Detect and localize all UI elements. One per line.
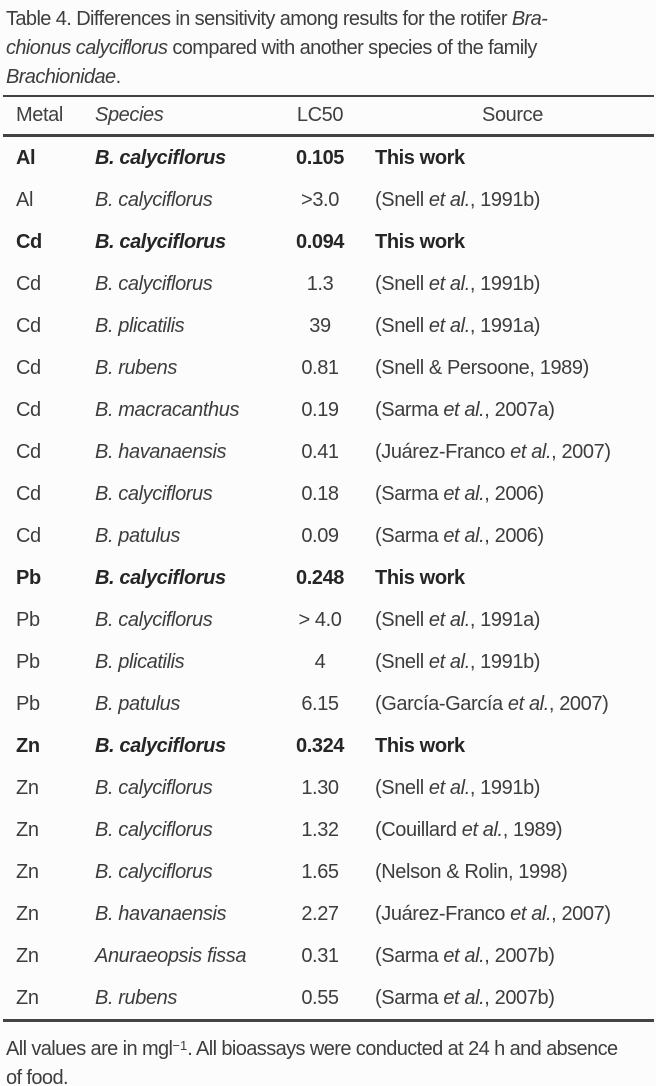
table-row bbox=[0, 137, 656, 179]
text-fragment: et al. bbox=[461, 818, 503, 841]
species-cell: B. patulus bbox=[95, 692, 180, 715]
text-fragment: This work bbox=[375, 146, 465, 169]
source-cell bbox=[375, 693, 650, 716]
text-fragment: (Snell bbox=[375, 608, 429, 631]
table-row bbox=[0, 347, 656, 389]
metal-cell: Cd bbox=[16, 356, 41, 379]
table-row bbox=[0, 263, 656, 305]
text-fragment: Table 4. Differences in sensitivity among results for the rotifer bbox=[6, 8, 512, 30]
table-row bbox=[0, 221, 656, 263]
lc50-cell: 1.3 bbox=[306, 272, 334, 295]
text-fragment: (Sarma bbox=[375, 524, 444, 547]
table-row bbox=[0, 389, 656, 431]
species-cell: B. calyciflorus bbox=[95, 188, 213, 211]
lc50-cell: 0.81 bbox=[301, 356, 339, 379]
source-cell bbox=[375, 651, 650, 674]
table-row bbox=[0, 431, 656, 473]
column-header-species: Species bbox=[95, 104, 164, 126]
column-header-lc50: LC50 bbox=[296, 104, 344, 126]
metal-cell: Zn bbox=[16, 986, 39, 1009]
metal-cell: Zn bbox=[16, 818, 39, 841]
caption-line bbox=[6, 63, 652, 92]
text-fragment: , 1991b) bbox=[469, 650, 541, 673]
lc50-cell: 0.248 bbox=[295, 566, 345, 589]
lc50-cell: 0.105 bbox=[295, 146, 345, 169]
metal-cell: Zn bbox=[16, 776, 39, 799]
text-fragment: , 2006) bbox=[484, 482, 544, 505]
species-cell: B. rubens bbox=[95, 986, 178, 1009]
source-cell bbox=[375, 567, 650, 590]
species-cell: B. calyciflorus bbox=[95, 818, 213, 841]
text-fragment: (Snell bbox=[375, 650, 429, 673]
source-cell bbox=[375, 735, 650, 758]
metal-cell: Cd bbox=[16, 272, 41, 295]
text-fragment: et al. bbox=[507, 692, 549, 715]
species-cell: B. calyciflorus bbox=[95, 734, 226, 757]
lc50-cell: >3.0 bbox=[301, 188, 339, 211]
text-fragment: chionus calyciflorus bbox=[6, 37, 168, 59]
table-row bbox=[0, 599, 656, 641]
lc50-cell: 1.30 bbox=[301, 776, 339, 799]
lc50-cell: 0.19 bbox=[301, 398, 339, 421]
text-fragment: et al. bbox=[428, 650, 470, 673]
text-fragment: . bbox=[115, 66, 121, 88]
text-fragment: (Sarma bbox=[375, 398, 444, 421]
metal-cell: Pb bbox=[16, 608, 40, 631]
source-cell bbox=[375, 987, 650, 1010]
metal-cell: Zn bbox=[16, 734, 40, 757]
source-cell bbox=[375, 525, 650, 548]
metal-cell: Zn bbox=[16, 902, 39, 925]
table-body bbox=[0, 137, 656, 1019]
source-cell bbox=[375, 861, 650, 884]
text-fragment: et al. bbox=[510, 902, 552, 925]
species-cell: B. calyciflorus bbox=[95, 482, 213, 505]
table-row bbox=[0, 305, 656, 347]
text-fragment: et al. bbox=[428, 272, 470, 295]
table-row bbox=[0, 557, 656, 599]
text-fragment: This work bbox=[375, 734, 465, 757]
table-row bbox=[0, 683, 656, 725]
text-fragment: of food. bbox=[6, 1067, 68, 1086]
footnote-line bbox=[6, 1064, 652, 1086]
text-fragment: , 1991b) bbox=[469, 188, 541, 211]
lc50-cell: 0.31 bbox=[301, 944, 339, 967]
column-header-source: Source bbox=[482, 104, 543, 126]
species-cell: B. calyciflorus bbox=[95, 608, 213, 631]
species-cell: B. rubens bbox=[95, 356, 178, 379]
text-fragment: et al. bbox=[428, 314, 470, 337]
species-cell: B. havanaensis bbox=[95, 902, 227, 925]
text-fragment: , 2007) bbox=[548, 692, 609, 715]
source-cell bbox=[375, 189, 650, 212]
table-row bbox=[0, 851, 656, 893]
text-fragment: −1 bbox=[172, 1038, 188, 1053]
text-fragment: (Sarma bbox=[375, 986, 444, 1009]
table-row bbox=[0, 893, 656, 935]
species-cell: B. havanaensis bbox=[95, 440, 227, 463]
source-cell bbox=[375, 903, 650, 926]
text-fragment: (Nelson & Rolin, 1998) bbox=[375, 860, 568, 883]
lc50-cell: 39 bbox=[309, 314, 331, 337]
table-row bbox=[0, 515, 656, 557]
text-fragment: (Couillard bbox=[375, 818, 462, 841]
source-cell bbox=[375, 399, 650, 422]
source-cell bbox=[375, 609, 650, 632]
data-table bbox=[0, 95, 656, 1022]
text-fragment: (Snell bbox=[375, 272, 429, 295]
table-row bbox=[0, 935, 656, 977]
text-fragment: , 1989) bbox=[502, 818, 563, 841]
species-cell: Anuraeopsis fissa bbox=[95, 944, 247, 967]
species-cell: B. calyciflorus bbox=[95, 272, 213, 295]
source-cell bbox=[375, 777, 650, 800]
table-row bbox=[0, 977, 656, 1019]
species-cell: B. patulus bbox=[95, 524, 180, 547]
metal-cell: Cd bbox=[16, 398, 41, 421]
source-cell bbox=[375, 945, 650, 968]
species-cell: B. plicatilis bbox=[95, 650, 185, 673]
column-header-metal: Metal bbox=[16, 104, 63, 126]
text-fragment: et al. bbox=[443, 398, 485, 421]
table-row bbox=[0, 641, 656, 683]
text-fragment: , 1991b) bbox=[469, 272, 541, 295]
caption-line bbox=[6, 5, 652, 34]
source-cell bbox=[375, 441, 650, 464]
source-cell bbox=[375, 231, 650, 254]
text-fragment: , 2007b) bbox=[484, 944, 555, 967]
lc50-cell: 0.41 bbox=[301, 440, 339, 463]
text-fragment: et al. bbox=[443, 524, 485, 547]
table-row bbox=[0, 809, 656, 851]
text-fragment: et al. bbox=[443, 944, 485, 967]
species-cell: B. calyciflorus bbox=[95, 230, 226, 253]
text-fragment: et al. bbox=[428, 776, 470, 799]
metal-cell: Cd bbox=[16, 314, 41, 337]
lc50-cell: 2.27 bbox=[301, 902, 339, 925]
text-fragment: (García-García bbox=[375, 692, 508, 715]
lc50-cell: 0.55 bbox=[301, 986, 339, 1009]
lc50-cell: 6.15 bbox=[301, 692, 339, 715]
text-fragment: (Juárez-Franco bbox=[375, 902, 511, 925]
source-cell bbox=[375, 819, 650, 842]
text-fragment: et al. bbox=[443, 482, 485, 505]
species-cell: B. calyciflorus bbox=[95, 566, 226, 589]
species-cell: B. calyciflorus bbox=[95, 146, 226, 169]
lc50-cell: 1.65 bbox=[301, 860, 339, 883]
species-cell: B. calyciflorus bbox=[95, 776, 213, 799]
table-row bbox=[0, 473, 656, 515]
text-fragment: et al. bbox=[428, 608, 470, 631]
metal-cell: Cd bbox=[16, 524, 41, 547]
source-cell bbox=[375, 357, 650, 380]
footnote-line bbox=[6, 1031, 652, 1064]
text-fragment: , 2007a) bbox=[484, 398, 555, 421]
lc50-cell: 0.18 bbox=[301, 482, 339, 505]
text-fragment: (Sarma bbox=[375, 482, 444, 505]
source-cell bbox=[375, 147, 650, 170]
text-fragment: (Sarma bbox=[375, 944, 444, 967]
table-row bbox=[0, 767, 656, 809]
text-fragment: This work bbox=[375, 230, 465, 253]
text-fragment: et al. bbox=[443, 986, 485, 1009]
lc50-cell: 0.324 bbox=[295, 734, 345, 757]
caption-line bbox=[6, 34, 652, 63]
metal-cell: Pb bbox=[16, 650, 40, 673]
lc50-cell: 0.09 bbox=[301, 524, 339, 547]
text-fragment: (Snell bbox=[375, 776, 429, 799]
table-row bbox=[0, 179, 656, 221]
text-fragment: (Snell bbox=[375, 188, 429, 211]
text-fragment: , 2007) bbox=[551, 440, 611, 463]
table-row bbox=[0, 725, 656, 767]
species-cell: B. macracanthus bbox=[95, 398, 240, 421]
text-fragment: . All bioassays were conducted at 24 h and absence bbox=[187, 1038, 618, 1060]
text-fragment: , 1991a) bbox=[469, 608, 541, 631]
metal-cell: Pb bbox=[16, 692, 40, 715]
metal-cell: Zn bbox=[16, 944, 39, 967]
lc50-cell: 4 bbox=[314, 650, 326, 673]
source-cell bbox=[375, 273, 650, 296]
text-fragment: (Snell & Persoone, 1989) bbox=[375, 356, 589, 379]
metal-cell: Cd bbox=[16, 482, 41, 505]
metal-cell: Cd bbox=[16, 440, 41, 463]
text-fragment: , 1991b) bbox=[469, 776, 541, 799]
text-fragment: All values are in mgl bbox=[6, 1038, 173, 1060]
text-fragment: Brachionidae bbox=[6, 66, 116, 88]
text-fragment: , 2007b) bbox=[484, 986, 555, 1009]
metal-cell: Cd bbox=[16, 230, 42, 253]
table-caption bbox=[0, 0, 656, 92]
text-fragment: This work bbox=[375, 566, 465, 589]
table-header-row bbox=[0, 97, 656, 134]
metal-cell: Zn bbox=[16, 860, 39, 883]
lc50-cell: 1.32 bbox=[301, 818, 339, 841]
text-fragment: , 2007) bbox=[551, 902, 611, 925]
text-fragment: Bra- bbox=[511, 8, 548, 30]
text-fragment: compared with another species of the family bbox=[167, 37, 537, 59]
text-fragment: , 2006) bbox=[484, 524, 544, 547]
text-fragment: (Snell bbox=[375, 314, 429, 337]
table-footnote bbox=[0, 1022, 656, 1086]
source-cell bbox=[375, 315, 650, 338]
text-fragment: (Juárez-Franco bbox=[375, 440, 511, 463]
lc50-cell: 0.094 bbox=[295, 230, 345, 253]
species-cell: B. plicatilis bbox=[95, 314, 185, 337]
species-cell: B. calyciflorus bbox=[95, 860, 213, 883]
source-cell bbox=[375, 483, 650, 506]
text-fragment: et al. bbox=[428, 188, 470, 211]
text-fragment: et al. bbox=[510, 440, 552, 463]
metal-cell: Pb bbox=[16, 566, 41, 589]
metal-cell: Al bbox=[16, 146, 36, 169]
lc50-cell: > 4.0 bbox=[298, 608, 342, 631]
text-fragment: , 1991a) bbox=[469, 314, 541, 337]
metal-cell: Al bbox=[16, 188, 33, 211]
